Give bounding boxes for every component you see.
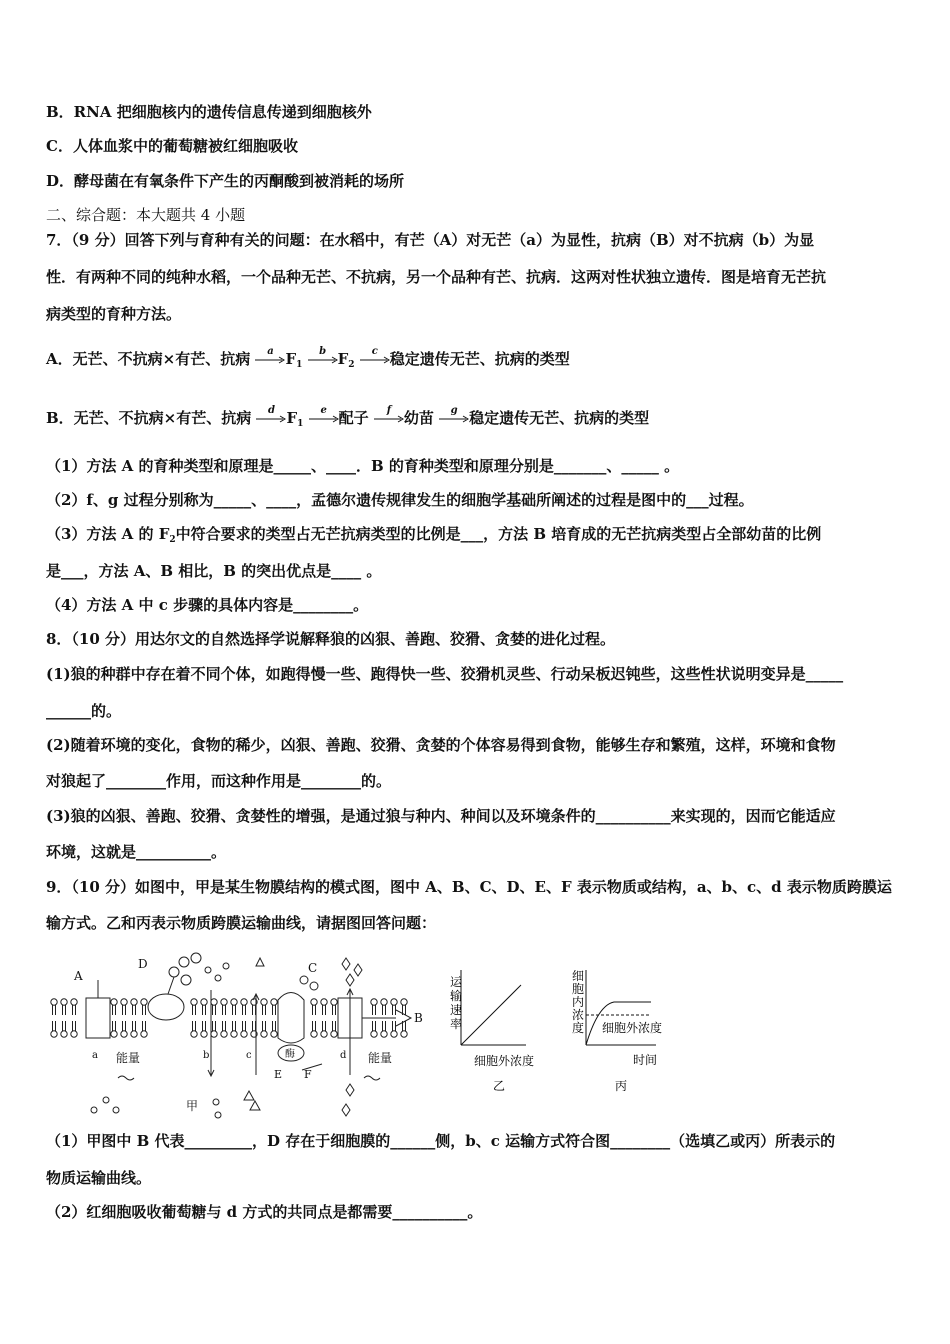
phospholipid-tail <box>233 1021 236 1031</box>
molecule <box>91 1107 97 1113</box>
phospholipid-tail <box>243 1021 246 1031</box>
q7-stem-line1: 7．（9 分）回答下列与育种有关的问题：在水稻中，有芒（A）对无芒（a）为显性，抗病（B）对不抗病（b）为显 <box>46 231 815 249</box>
q8-sub1-line2: ______的。 <box>46 702 122 720</box>
phospholipid-head <box>271 1031 277 1037</box>
phospholipid-tail <box>143 1005 146 1015</box>
phospholipid-tail <box>113 1021 116 1031</box>
q9-sub2: （2）红细胞吸收葡萄糖与 d 方式的共同点是都需要__________。 <box>46 1203 483 1221</box>
phospholipid-tail <box>263 1021 266 1031</box>
arrow-icon <box>256 415 286 423</box>
phospholipid-tail <box>373 1021 376 1031</box>
q7-method-a <box>46 346 570 375</box>
phospholipid-head <box>131 1031 137 1037</box>
phospholipid-tail <box>203 1021 206 1031</box>
phospholipid-tail <box>63 1021 66 1031</box>
phospholipid-head <box>71 1031 77 1037</box>
molecule <box>213 1099 219 1105</box>
sugar-chain <box>191 953 201 963</box>
arrow-icon <box>374 415 404 423</box>
q7-sub4: （4）方法 A 中 c 步骤的具体内容是________。 <box>46 596 369 614</box>
phospholipid-tail <box>73 1005 76 1015</box>
triangle-molecule <box>250 1101 260 1110</box>
q8-sub1-line1: (1)狼的种群中存在着不同个体，如跑得慢一些、跑得快一些、狡猾机灵些、行动呆板迟钝些，这些性状说明变异是_____ <box>46 665 844 683</box>
phospholipid-head <box>141 1031 147 1037</box>
phospholipid-tail <box>203 1005 206 1015</box>
arrow-icon <box>309 415 339 423</box>
yi-ylabel-char: 率 <box>450 1017 463 1031</box>
arrow-c <box>360 346 390 370</box>
phospholipid-tail <box>383 1005 386 1015</box>
method-a-result: 稳定遗传无芒、抗病的类型 <box>389 350 570 368</box>
phospholipid-head <box>121 1031 127 1037</box>
arrow-d <box>256 405 286 429</box>
phospholipid-head <box>391 1031 397 1037</box>
phospholipid-head <box>191 1031 197 1037</box>
phospholipid-head <box>61 1031 67 1037</box>
phospholipid-head <box>191 999 197 1005</box>
q9-stem-line2: 输方式。乙和丙表示物质跨膜运输曲线，请据图回答问题： <box>46 914 437 932</box>
phospholipid-head <box>401 1031 407 1037</box>
q7-sub1: （1）方法 A 的育种类型和原理是_____、____．B 的育种类型和原理分别是_______、_____ 。 <box>46 457 680 475</box>
triangle-molecule <box>244 1091 254 1100</box>
f1-label: $F_1$ <box>285 350 303 370</box>
phospholipid-head <box>241 999 247 1005</box>
label-a: a <box>92 1050 98 1061</box>
q7-sub2: （2）f、g 过程分别称为_____、____，孟德尔遗传规律发生的细胞学基础所阐述的过程是图中的___过程。 <box>46 491 754 509</box>
label-C: C <box>308 961 318 975</box>
enzyme-label: 酶 <box>285 1049 295 1060</box>
phospholipid-tail <box>123 1005 126 1015</box>
bing-dashed-label: 细胞外浓度 <box>602 1021 663 1035</box>
phospholipid-head <box>401 999 407 1005</box>
bing-xlabel: 时间 <box>633 1053 658 1067</box>
phospholipid-head <box>271 999 277 1005</box>
arrow-a-label: a <box>267 346 274 357</box>
substance-c <box>310 982 318 990</box>
molecule <box>103 1097 109 1103</box>
arrow-icon <box>308 356 338 364</box>
phospholipid-tail <box>373 1005 376 1015</box>
phospholipid-head <box>51 1031 57 1037</box>
arrow-f <box>374 405 404 429</box>
phospholipid-head <box>141 999 147 1005</box>
phospholipid-tail <box>223 1021 226 1031</box>
phospholipid-tail <box>223 1005 226 1015</box>
arrow-e <box>309 405 339 429</box>
phospholipid-head <box>321 1031 327 1037</box>
phospholipid-tail <box>323 1005 326 1015</box>
bing-ylabel-char: 浓 <box>572 1008 585 1022</box>
energy-arrow <box>118 1076 134 1080</box>
phospholipid-head <box>211 999 217 1005</box>
label-b: b <box>203 1050 210 1061</box>
option-d: D．酵母菌在有氧条件下产生的丙酮酸到被消耗的场所 <box>46 172 405 190</box>
label-c: c <box>246 1050 252 1061</box>
arrow-icon <box>360 356 390 364</box>
q8-sub2-line1: (2)随着环境的变化，食物的稀少，凶狠、善跑、狡猾、贪婪的个体容易得到食物，能够生存和繁殖，这样，环境和食物 <box>46 736 836 754</box>
diamond-molecule <box>346 974 354 986</box>
phospholipid-tail <box>73 1021 76 1031</box>
arrow-icon <box>439 415 469 423</box>
phospholipid-tail <box>393 1005 396 1015</box>
substance-c <box>300 976 308 984</box>
option-b: B．RNA 把细胞核内的遗传信息传递到细胞核外 <box>46 103 372 121</box>
phospholipid-head <box>231 999 237 1005</box>
phospholipid-tail <box>133 1005 136 1015</box>
membrane-diagram-jia <box>51 953 411 1118</box>
arrow-a <box>255 346 285 370</box>
phospholipid-tail <box>323 1021 326 1031</box>
yi-xlabel: 细胞外浓度 <box>474 1054 535 1068</box>
q9-stem-line1: 9．（10 分）如图中，甲是某生物膜结构的模式图，图中 A、B、C、D、E、F 表示物质或结构，a、b、c、d 表示物质跨膜运 <box>46 878 892 896</box>
phospholipid-tail <box>63 1005 66 1015</box>
phospholipid-tail <box>193 1021 196 1031</box>
molecule <box>205 967 211 973</box>
phospholipid-tail <box>383 1021 386 1031</box>
phospholipid-tail <box>263 1005 266 1015</box>
molecule <box>215 975 221 981</box>
phospholipid-head <box>331 1031 337 1037</box>
arrow-f-label: f <box>386 405 392 416</box>
q7-stem-line2: 性．有两种不同的纯种水稻，一个品种无芒、不抗病，另一个品种有芒、抗病．这两对性状独立遗传．图是培育无芒抗 <box>46 268 827 286</box>
bing-ylabel-char: 胞 <box>572 982 585 996</box>
phospholipid-head <box>321 999 327 1005</box>
molecule <box>215 1112 221 1118</box>
label-d: d <box>340 1050 347 1061</box>
diamond-molecule <box>346 1084 354 1096</box>
diamond-molecule <box>354 964 362 976</box>
phospholipid-head <box>221 999 227 1005</box>
graph-bing <box>572 969 662 1093</box>
phospholipid-tail <box>53 1021 56 1031</box>
phospholipid-tail <box>273 1021 276 1031</box>
bing-ylabel-char: 度 <box>572 1021 585 1035</box>
method-a-prefix: A．无芒、不抗病×有芒、抗病 <box>46 350 251 368</box>
phospholipid-tail <box>333 1021 336 1031</box>
phospholipid-head <box>211 1031 217 1037</box>
phospholipid-tail <box>313 1021 316 1031</box>
q7-sub3-line2: 是___，方法 A、B 相比，B 的突出优点是____ 。 <box>46 562 382 580</box>
yi-line <box>461 985 521 1045</box>
phospholipid-tail <box>213 1005 216 1015</box>
phospholipid-head <box>311 999 317 1005</box>
phospholipid-tail <box>193 1005 196 1015</box>
section-title: 二、综合题：本大题共 4 小题 <box>46 206 246 224</box>
arrow-g-label: g <box>450 405 458 416</box>
molecule <box>223 963 229 969</box>
phospholipid-tail <box>123 1021 126 1031</box>
phospholipid-tail <box>313 1005 316 1015</box>
phospholipid-tail <box>253 1005 256 1015</box>
arrow-b-label: b <box>319 346 327 357</box>
sugar-chain <box>181 975 191 985</box>
phospholipid-head <box>71 999 77 1005</box>
phospholipid-tail <box>253 1021 256 1031</box>
phospholipid-head <box>111 999 117 1005</box>
energy-arrow <box>364 1076 380 1080</box>
glycoprotein-d <box>148 994 184 1020</box>
gamete-label: 配子 <box>338 409 369 427</box>
phospholipid-tail <box>113 1005 116 1015</box>
energy-label-1: 能量 <box>116 1051 141 1065</box>
label-F: F <box>304 1068 312 1081</box>
label-A: A <box>74 969 83 983</box>
phospholipid-head <box>261 1031 267 1037</box>
yi-ylabel-char: 运 <box>450 975 463 989</box>
phospholipid-head <box>331 999 337 1005</box>
yi-ylabel-char: 速 <box>450 1003 463 1017</box>
q8-sub2-line2: 对狼起了________作用，而这种作用是________的。 <box>46 772 392 790</box>
arrow-b <box>308 346 338 370</box>
phospholipid-head <box>311 1031 317 1037</box>
method-b-result: 稳定遗传无芒、抗病的类型 <box>469 409 650 427</box>
method-b-prefix: B．无芒、不抗病×有芒、抗病 <box>46 409 252 427</box>
phospholipid-head <box>201 999 207 1005</box>
arrow-icon <box>255 356 285 364</box>
q9-sub1-line2: 物质运输曲线。 <box>46 1169 152 1187</box>
b-pointer <box>396 1010 411 1026</box>
sugar-chain <box>179 957 189 967</box>
yi-ylabel-char: 输 <box>450 989 463 1003</box>
phospholipid-tail <box>143 1021 146 1031</box>
membrane-transport-figure <box>46 950 906 1120</box>
phospholipid-tail <box>133 1021 136 1031</box>
phospholipid-tail <box>273 1005 276 1015</box>
q9-sub1-line1: （1）甲图中 B 代表_________，D 存在于细胞膜的______侧，b、c 运输方式符合图________（选填乙或丙）所表示的 <box>46 1132 836 1150</box>
graph-yi <box>450 970 534 1093</box>
phospholipid-tail <box>213 1021 216 1031</box>
phospholipid-head <box>121 999 127 1005</box>
label-D: D <box>138 957 148 971</box>
diamond-molecule <box>342 958 350 970</box>
phospholipid-head <box>261 999 267 1005</box>
q8-sub3-line2: 环境，这就是__________。 <box>46 843 227 861</box>
caption-jia: 甲 <box>186 1099 199 1113</box>
phospholipid-head <box>231 1031 237 1037</box>
arrow-c-label: c <box>371 346 378 357</box>
sugar-link <box>168 977 174 994</box>
option-c: C．人体血浆中的葡萄糖被红细胞吸收 <box>46 137 298 155</box>
phospholipid-head <box>241 1031 247 1037</box>
phospholipid-tail <box>393 1021 396 1031</box>
phospholipid-tail <box>233 1005 236 1015</box>
bing-ylabel-char: 细 <box>572 969 585 983</box>
phospholipid-tail <box>333 1005 336 1015</box>
carrier-protein <box>278 993 304 1044</box>
phospholipid-head <box>381 999 387 1005</box>
triangle-molecule <box>256 958 264 966</box>
molecule <box>113 1107 119 1113</box>
phospholipid-head <box>381 1031 387 1037</box>
phospholipid-head <box>201 1031 207 1037</box>
arrow-d-label: d <box>267 405 275 416</box>
q7-sub3-line1: （3）方法 A 的 $F_2$中符合要求的类型占无芒抗病类型的比例是___，方法 B 培育成的无芒抗病类型占全部幼苗的比例 <box>46 525 822 545</box>
energy-label-2: 能量 <box>368 1051 393 1065</box>
q7-method-b <box>46 405 650 434</box>
f1-label: $F_1$ <box>286 409 304 429</box>
phospholipid-head <box>371 1031 377 1037</box>
caption-yi: 乙 <box>493 1079 506 1093</box>
f2-label: $F_2$ <box>337 350 355 370</box>
protein-a <box>86 998 110 1038</box>
phospholipid-tail <box>243 1005 246 1015</box>
q8-sub3-line1: (3)狼的凶狠、善跑、狡猾、贪婪性的增强，是通过狼与种内、种间以及环境条件的__________来实现的，因而它能适应 <box>46 807 836 825</box>
phospholipid-head <box>221 1031 227 1037</box>
diamond-molecule <box>342 1104 350 1116</box>
q7-stem-line3: 病类型的育种方法。 <box>46 305 182 323</box>
arrow-e-label: e <box>320 405 327 416</box>
label-E: E <box>274 1068 283 1081</box>
caption-bing: 丙 <box>615 1079 628 1093</box>
sugar-chain <box>169 967 179 977</box>
phospholipid-head <box>51 999 57 1005</box>
phospholipid-head <box>61 999 67 1005</box>
phospholipid-head <box>111 1031 117 1037</box>
seedling-label: 幼苗 <box>403 409 434 427</box>
q8-stem: 8．（10 分）用达尔文的自然选择学说解释狼的凶狠、善跑、狡猾、贪婪的进化过程。 <box>46 630 616 648</box>
bing-ylabel-char: 内 <box>572 995 585 1009</box>
label-B: B <box>414 1011 423 1025</box>
phospholipid-head <box>131 999 137 1005</box>
phospholipid-head <box>371 999 377 1005</box>
phospholipid-head <box>391 999 397 1005</box>
phospholipid-tail <box>53 1005 56 1015</box>
arrow-g <box>439 405 469 429</box>
